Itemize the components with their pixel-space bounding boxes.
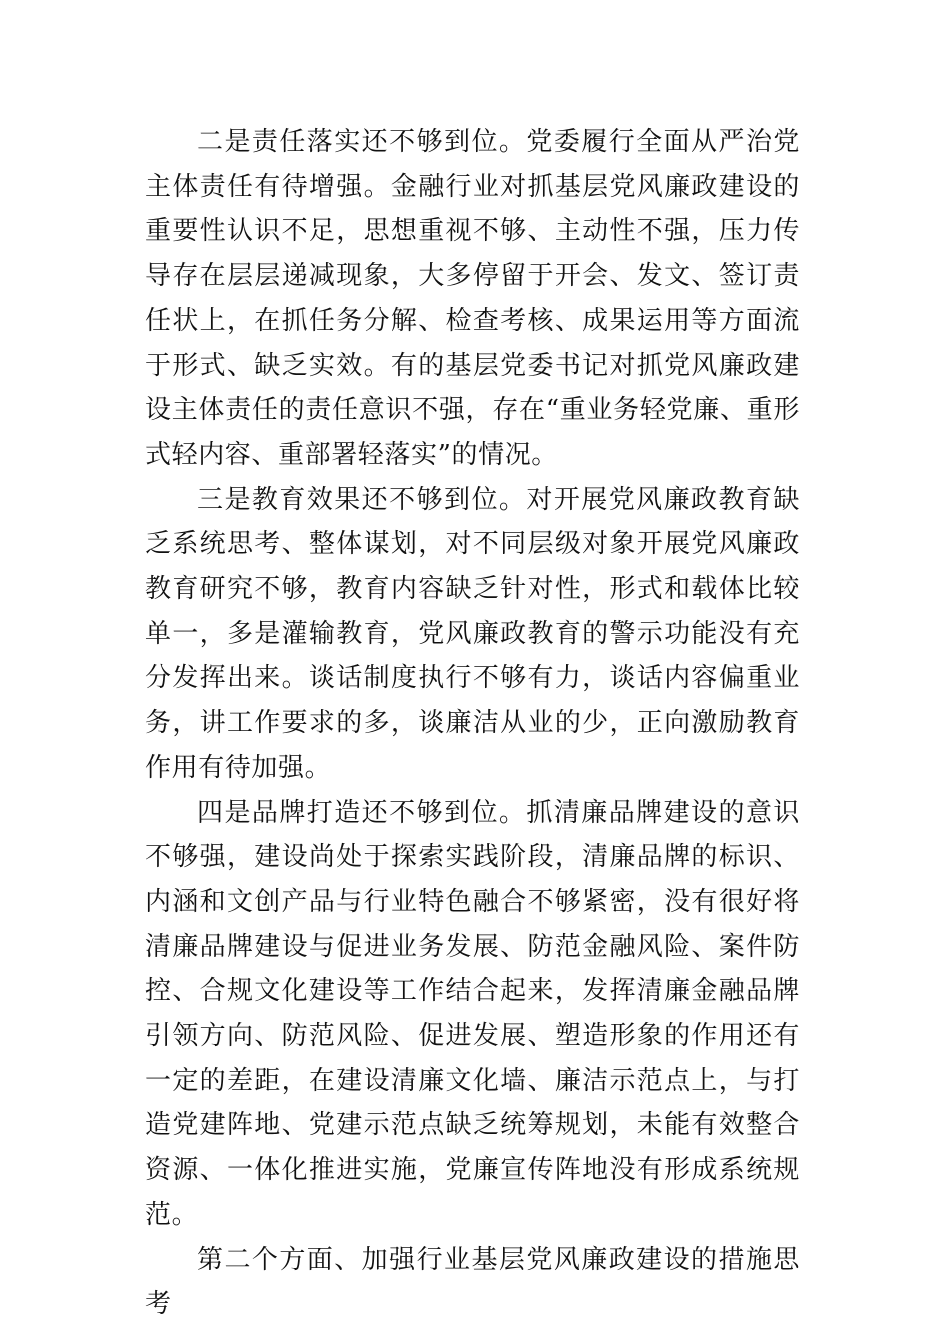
paragraph-brand: 四是品牌打造还不够到位。抓清廉品牌建设的意识不够强，建设尚处于探索实践阶段，清廉品牌的标识、内涵和文创产品与行业特色融合不够紧密，没有很好将清廉品牌建设与促进业务发展、防范金融风险、案件防控、合规文化建设等工作结合起来，发挥清廉金融品牌引领方向、防范风险、促进发展、塑造形象的作用还有一定的差距，在建设清廉文化墙、廉洁示范点上，与打造党建阵地、党建示范点缺乏统筹规划，未能有效整合资源、一体化推进实施，党廉宣传阵地没有形成系统规范。	[145, 797, 800, 1230]
paragraph-education: 三是教育效果还不够到位。对开展党风廉政教育缺乏系统思考、整体谋划，对不同层级对象开展党风廉政教育研究不够，教育内容缺乏针对性，形式和载体比较单一，多是灌输教育，党风廉政教育的警示功能没有充分发挥出来。谈话制度执行不够有力，谈话内容偏重业务，讲工作要求的多，谈廉洁从业的少，正向激励教育作用有待加强。	[145, 484, 800, 783]
document-body	[145, 120, 800, 1327]
paragraph-responsibility: 二是责任落实还不够到位。党委履行全面从严治党主体责任有待增强。金融行业对抓基层党风廉政建设的重要性认识不足，思想重视不够、主动性不强，压力传导存在层层递减现象，大多停留于开会、发文、签订责任状上，在抓任务分解、检查考核、成果运用等方面流于形式、缺乏实效。有的基层党委书记对抓党风廉政建设主体责任的责任意识不强，存在“重业务轻党廉、重形式轻内容、重部署轻落实”的情况。	[145, 127, 800, 470]
section-heading-measures: 第二个方面、加强行业基层党风廉政建设的措施思考	[145, 1244, 800, 1320]
